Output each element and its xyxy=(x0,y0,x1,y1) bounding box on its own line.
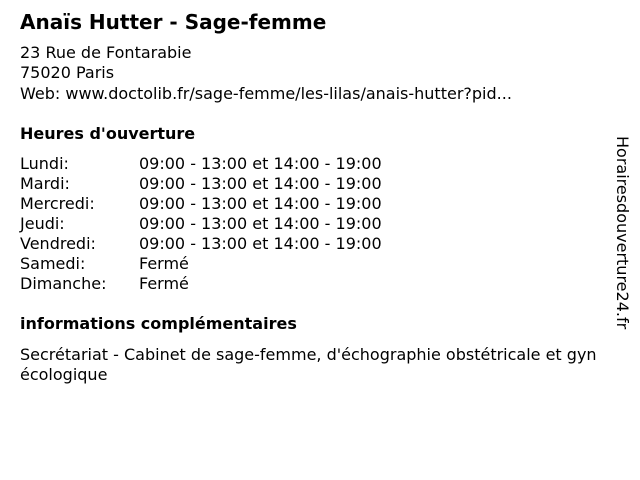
address-city: 75020 Paris xyxy=(20,63,115,82)
hours-time: Fermé xyxy=(139,254,189,273)
info-text: Secrétariat - Cabinet de sage-femme, d'échographie obstétricale et gynécologique xyxy=(20,345,597,384)
hours-day: Samedi: xyxy=(20,254,86,273)
hours-heading: Heures d'ouverture xyxy=(20,124,196,143)
hours-day: Mardi: xyxy=(20,174,70,193)
hours-time: 09:00 - 13:00 et 14:00 - 19:00 xyxy=(139,194,382,213)
hours-time: 09:00 - 13:00 et 14:00 - 19:00 xyxy=(139,174,382,193)
info-heading: informations complémentaires xyxy=(20,314,297,333)
hours-day: Lundi: xyxy=(20,154,69,173)
hours-time: Fermé xyxy=(139,274,189,293)
hours-day: Jeudi: xyxy=(20,214,65,233)
hours-day: Dimanche: xyxy=(20,274,107,293)
page-title: Anaïs Hutter - Sage-femme xyxy=(20,10,327,34)
hours-day: Mercredi: xyxy=(20,194,95,213)
hours-time: 09:00 - 13:00 et 14:00 - 19:00 xyxy=(139,234,382,253)
hours-time: 09:00 - 13:00 et 14:00 - 19:00 xyxy=(139,154,382,173)
hours-time: 09:00 - 13:00 et 14:00 - 19:00 xyxy=(139,214,382,233)
address-street: 23 Rue de Fontarabie xyxy=(20,43,192,62)
website-link[interactable]: Web: www.doctolib.fr/sage-femme/les-lilas/anais-hutter?pid... xyxy=(20,84,512,103)
hours-day: Vendredi: xyxy=(20,234,96,253)
site-watermark: Horairesdouverture24.fr xyxy=(613,136,632,330)
